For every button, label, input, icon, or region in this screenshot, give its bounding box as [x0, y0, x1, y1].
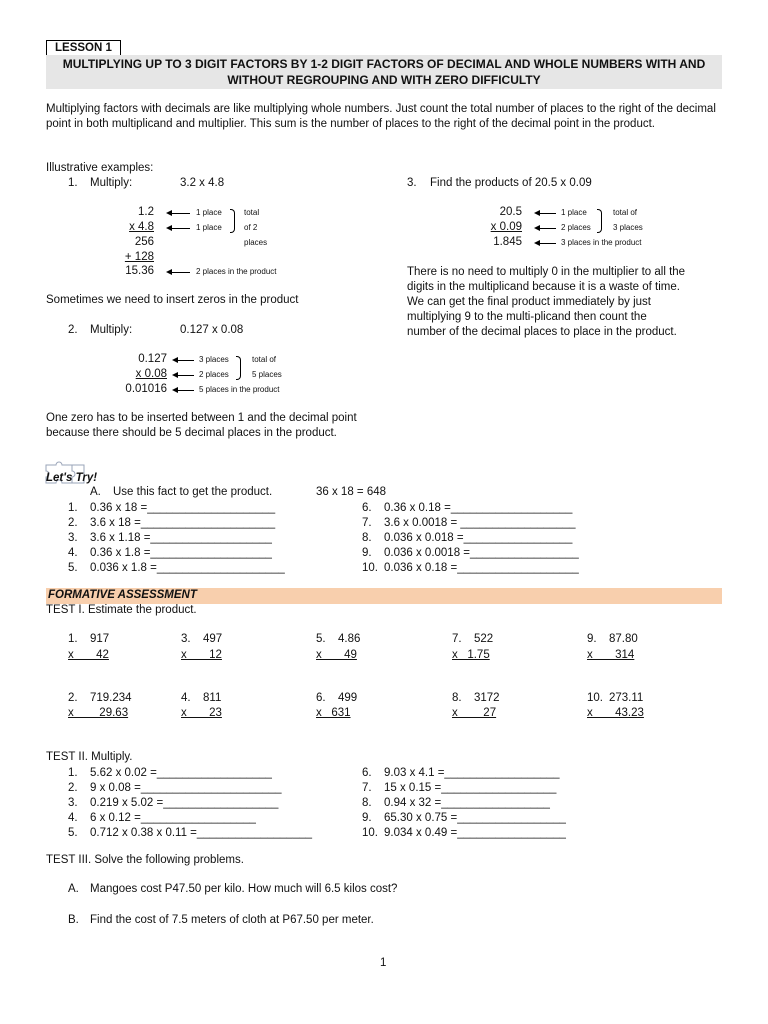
arrow-icon: [536, 213, 556, 214]
item-number: 7.: [362, 782, 372, 794]
item-number: 6.: [362, 502, 372, 514]
test1-item: [316, 692, 357, 704]
item-text: 0.36 x 0.18 =___________________: [384, 502, 573, 514]
test1-item: [181, 633, 222, 645]
list-item: [362, 766, 566, 781]
ex1-problem: 3.2 x 4.8: [180, 177, 225, 189]
item-number: 5.: [68, 562, 78, 574]
test1-item: [68, 633, 109, 645]
ex1-line5: 15.36: [125, 265, 154, 277]
lets-try-left-list: [68, 501, 285, 576]
list-item: [68, 796, 312, 811]
item-number: 8.: [452, 692, 462, 704]
lets-try-fact: 36 x 18 = 648: [316, 486, 387, 498]
item-text: 0.036 x 1.8 =____________________: [90, 562, 285, 574]
item-number: 7.: [362, 517, 372, 529]
arrow-icon: [168, 213, 190, 214]
item-multiplicand: 497: [203, 633, 223, 645]
item-multiplicand: 499: [338, 692, 358, 704]
item-text: 0.36 x 1.8 =___________________: [90, 547, 272, 559]
list-item: [68, 826, 312, 841]
list-item: [68, 766, 312, 781]
ex3-ann3: 3 places in the product: [561, 238, 642, 247]
item-number: 10.: [362, 562, 378, 574]
test1-item: [181, 692, 221, 704]
item-text: 3.6 x 18 =_____________________: [90, 517, 276, 529]
list-item: [68, 516, 285, 531]
item-text: 0.036 x 0.0018 =_________________: [384, 547, 579, 559]
item-number: 2.: [68, 517, 78, 529]
ex2-number: 2.: [68, 324, 78, 336]
list-item: [362, 516, 579, 531]
list-item: [68, 561, 285, 576]
item-number: 1.: [68, 502, 78, 514]
ex3-line1: 20.5: [499, 206, 522, 218]
illustrative-label: Illustrative examples:: [46, 162, 154, 174]
item-number: 4.: [181, 692, 191, 704]
item-number: 9.: [587, 633, 597, 645]
item-number: 9.: [362, 812, 372, 824]
formative-title: FORMATIVE ASSESSMENT: [48, 589, 197, 601]
list-item: [68, 531, 285, 546]
ex1-line4: + 128: [124, 251, 154, 263]
item-number: 8.: [362, 797, 372, 809]
test3-b-letter: B.: [68, 914, 79, 926]
ex1-total3: places: [244, 238, 268, 247]
test1-item: [68, 692, 132, 704]
ex2-ann3: 5 places in the product: [199, 385, 280, 394]
list-item: [362, 811, 566, 826]
lesson-label: LESSON 1: [46, 40, 121, 56]
item-number: 7.: [452, 633, 462, 645]
test3-a-problem: Mangoes cost P47.50 per kilo. How much will 6.5 kilos cost?: [90, 883, 398, 895]
test1-multiplier: x 27: [452, 707, 497, 719]
arrow-icon: [174, 375, 194, 376]
list-item: [68, 501, 285, 516]
test3-label: TEST III. Solve the following problems.: [46, 854, 244, 866]
item-number: 8.: [362, 532, 372, 544]
item-text: 9 x 0.08 =______________________: [90, 782, 282, 794]
test3-a-letter: A.: [68, 883, 79, 895]
ex3-ann1: 1 place: [561, 208, 587, 217]
test1-multiplier: x 314: [587, 649, 635, 661]
arrow-icon: [174, 390, 194, 391]
test1-multiplier: x 12: [181, 649, 222, 661]
item-text: 65.30 x 0.75 =_________________: [384, 812, 566, 824]
brace-icon: [236, 356, 241, 380]
item-text: 6 x 0.12 =__________________: [90, 812, 256, 824]
item-number: 3.: [68, 797, 78, 809]
item-number: 10.: [362, 827, 378, 839]
item-multiplicand: 4.86: [338, 633, 361, 645]
item-number: 3.: [181, 633, 191, 645]
ex2-line3: 0.01016: [125, 383, 167, 395]
test2-left-list: [68, 766, 312, 841]
ex2-note: One zero has to be inserted between 1 and the decimal point because there should be 5 decimal places in the product.: [46, 412, 357, 439]
ex1-total1: total: [244, 208, 260, 217]
test1-item: [452, 633, 493, 645]
ex1-line3: 256: [134, 236, 154, 248]
lesson-title: MULTIPLYING UP TO 3 DIGIT FACTORS BY 1-2 DIGIT FACTORS OF DECIMAL AND WHOLE NUMBERS WITH AND WITHOUT REGROUPING AND WITH ZERO DIFFICULTY: [62, 57, 706, 87]
test3-b-problem: Find the cost of 7.5 meters of cloth at P67.50 per meter.: [90, 914, 374, 926]
list-item: [362, 781, 566, 796]
test1-multiplier: x 42: [68, 649, 109, 661]
ex3-number: 3.: [407, 177, 417, 189]
test1-multiplier: x 29.63: [68, 707, 129, 719]
list-item: [362, 546, 579, 561]
list-item: [362, 561, 579, 576]
test1-label: TEST I. Estimate the product.: [46, 604, 197, 616]
arrow-icon: [536, 243, 556, 244]
item-number: 5.: [316, 633, 326, 645]
ex3-total1: total of: [613, 208, 638, 217]
lets-try-instruction: Use this fact to get the product.: [113, 486, 273, 498]
item-number: 5.: [68, 827, 78, 839]
ex3-note: There is no need to multiply 0 in the multiplier to all the digits in the multiplicand because it is a waste of time. We can get the final product immediately by just multiplying 9 to the multi-plicand then count the number of the decimal places to place in the product.: [407, 266, 686, 338]
intro-paragraph: Multiplying factors with decimals are like multiplying whole numbers. Just count the total number of places to the right of the decimal point in both multiplicand and multiplier. This sum is the number of places to the right of the decimal point in the product.: [46, 103, 716, 130]
ex1-ann2: 1 place: [196, 223, 222, 232]
test1-multiplier: x 43.23: [587, 707, 644, 719]
item-multiplicand: 273.11: [609, 692, 644, 704]
arrow-icon: [168, 228, 190, 229]
ex2-problem: 0.127 x 0.08: [180, 324, 244, 336]
item-text: 15 x 0.15 =__________________: [384, 782, 557, 794]
list-item: [68, 546, 285, 561]
item-number: 3.: [68, 532, 78, 544]
ex3-line3: 1.845: [493, 236, 522, 248]
item-multiplicand: 719.234: [90, 692, 132, 704]
lets-try-letter: A.: [90, 486, 101, 498]
ex1-line2: x 4.8: [129, 221, 154, 233]
list-item: [362, 531, 579, 546]
item-text: 0.36 x 18 =____________________: [90, 502, 276, 514]
test1-multiplier: x 631: [316, 707, 351, 719]
item-number: 1.: [68, 633, 78, 645]
ex2-ann1: 3 places: [199, 355, 229, 364]
ex2-line1: 0.127: [138, 353, 167, 365]
item-text: 9.03 x 4.1 =__________________: [384, 767, 560, 779]
arrow-icon: [174, 360, 194, 361]
item-number: 10.: [587, 692, 603, 704]
list-item: [68, 811, 312, 826]
list-item: [362, 796, 566, 811]
arrow-icon: [536, 228, 556, 229]
ex3-total2: 3 places: [613, 223, 643, 232]
ex2-label: Multiply:: [90, 324, 133, 336]
ex1-total2: of 2: [244, 223, 258, 232]
item-number: 4.: [68, 547, 78, 559]
item-number: 4.: [68, 812, 78, 824]
item-number: 2.: [68, 782, 78, 794]
item-text: 9.034 x 0.49 =_________________: [384, 827, 566, 839]
ex1-label: Multiply:: [90, 177, 133, 189]
item-text: 3.6 x 0.0018 = __________________: [384, 517, 576, 529]
item-multiplicand: 522: [474, 633, 494, 645]
ex1-line1: 1.2: [138, 206, 154, 218]
item-number: 6.: [316, 692, 326, 704]
item-number: 1.: [68, 767, 78, 779]
ex3-line2: x 0.09: [490, 221, 522, 233]
list-item: [68, 781, 312, 796]
zeros-note: Sometimes we need to insert zeros in the product: [46, 294, 299, 306]
arrow-icon: [168, 272, 190, 273]
test1-item: [587, 633, 638, 645]
item-text: 0.94 x 32 =_________________: [384, 797, 550, 809]
test1-item: [587, 692, 643, 704]
item-multiplicand: 811: [203, 692, 222, 704]
item-text: 3.6 x 1.18 =___________________: [90, 532, 272, 544]
item-number: 9.: [362, 547, 372, 559]
ex2-total2: 5 places: [252, 370, 282, 379]
ex3-label: Find the products of 20.5 x 0.09: [430, 177, 592, 189]
list-item: [362, 826, 566, 841]
ex2-ann2: 2 places: [199, 370, 229, 379]
test1-item: [316, 633, 360, 645]
brace-icon: [230, 209, 235, 233]
ex1-ann3: 2 places in the product: [196, 267, 277, 276]
page-number: 1: [380, 957, 387, 969]
item-text: 0.712 x 0.38 x 0.11 =__________________: [90, 827, 313, 839]
ex1-ann1: 1 place: [196, 208, 222, 217]
item-multiplicand: 3172: [474, 692, 500, 704]
item-multiplicand: 87.80: [609, 633, 638, 645]
item-multiplicand: 917: [90, 633, 110, 645]
item-number: 6.: [362, 767, 372, 779]
item-text: 0.036 x 0.18 =___________________: [384, 562, 579, 574]
item-text: 5.62 x 0.02 =__________________: [90, 767, 272, 779]
test1-multiplier: x 1.75: [452, 649, 490, 661]
lets-try-right-list: [362, 501, 579, 576]
test2-label: TEST II. Multiply.: [46, 751, 133, 763]
item-text: 0.219 x 5.02 =__________________: [90, 797, 279, 809]
test1-item: [452, 692, 500, 704]
test2-right-list: [362, 766, 566, 841]
item-number: 2.: [68, 692, 78, 704]
test1-multiplier: x 23: [181, 707, 222, 719]
list-item: [362, 501, 579, 516]
ex1-number: 1.: [68, 177, 78, 189]
brace-icon: [597, 209, 602, 233]
test1-multiplier: x 49: [316, 649, 357, 661]
ex2-total1: total of: [252, 355, 277, 364]
ex3-ann2: 2 places: [561, 223, 591, 232]
ex2-line2: x 0.08: [135, 368, 167, 380]
lets-try-label: Let's Try!: [46, 472, 98, 484]
item-text: 0.036 x 0.018 =_________________: [384, 532, 573, 544]
